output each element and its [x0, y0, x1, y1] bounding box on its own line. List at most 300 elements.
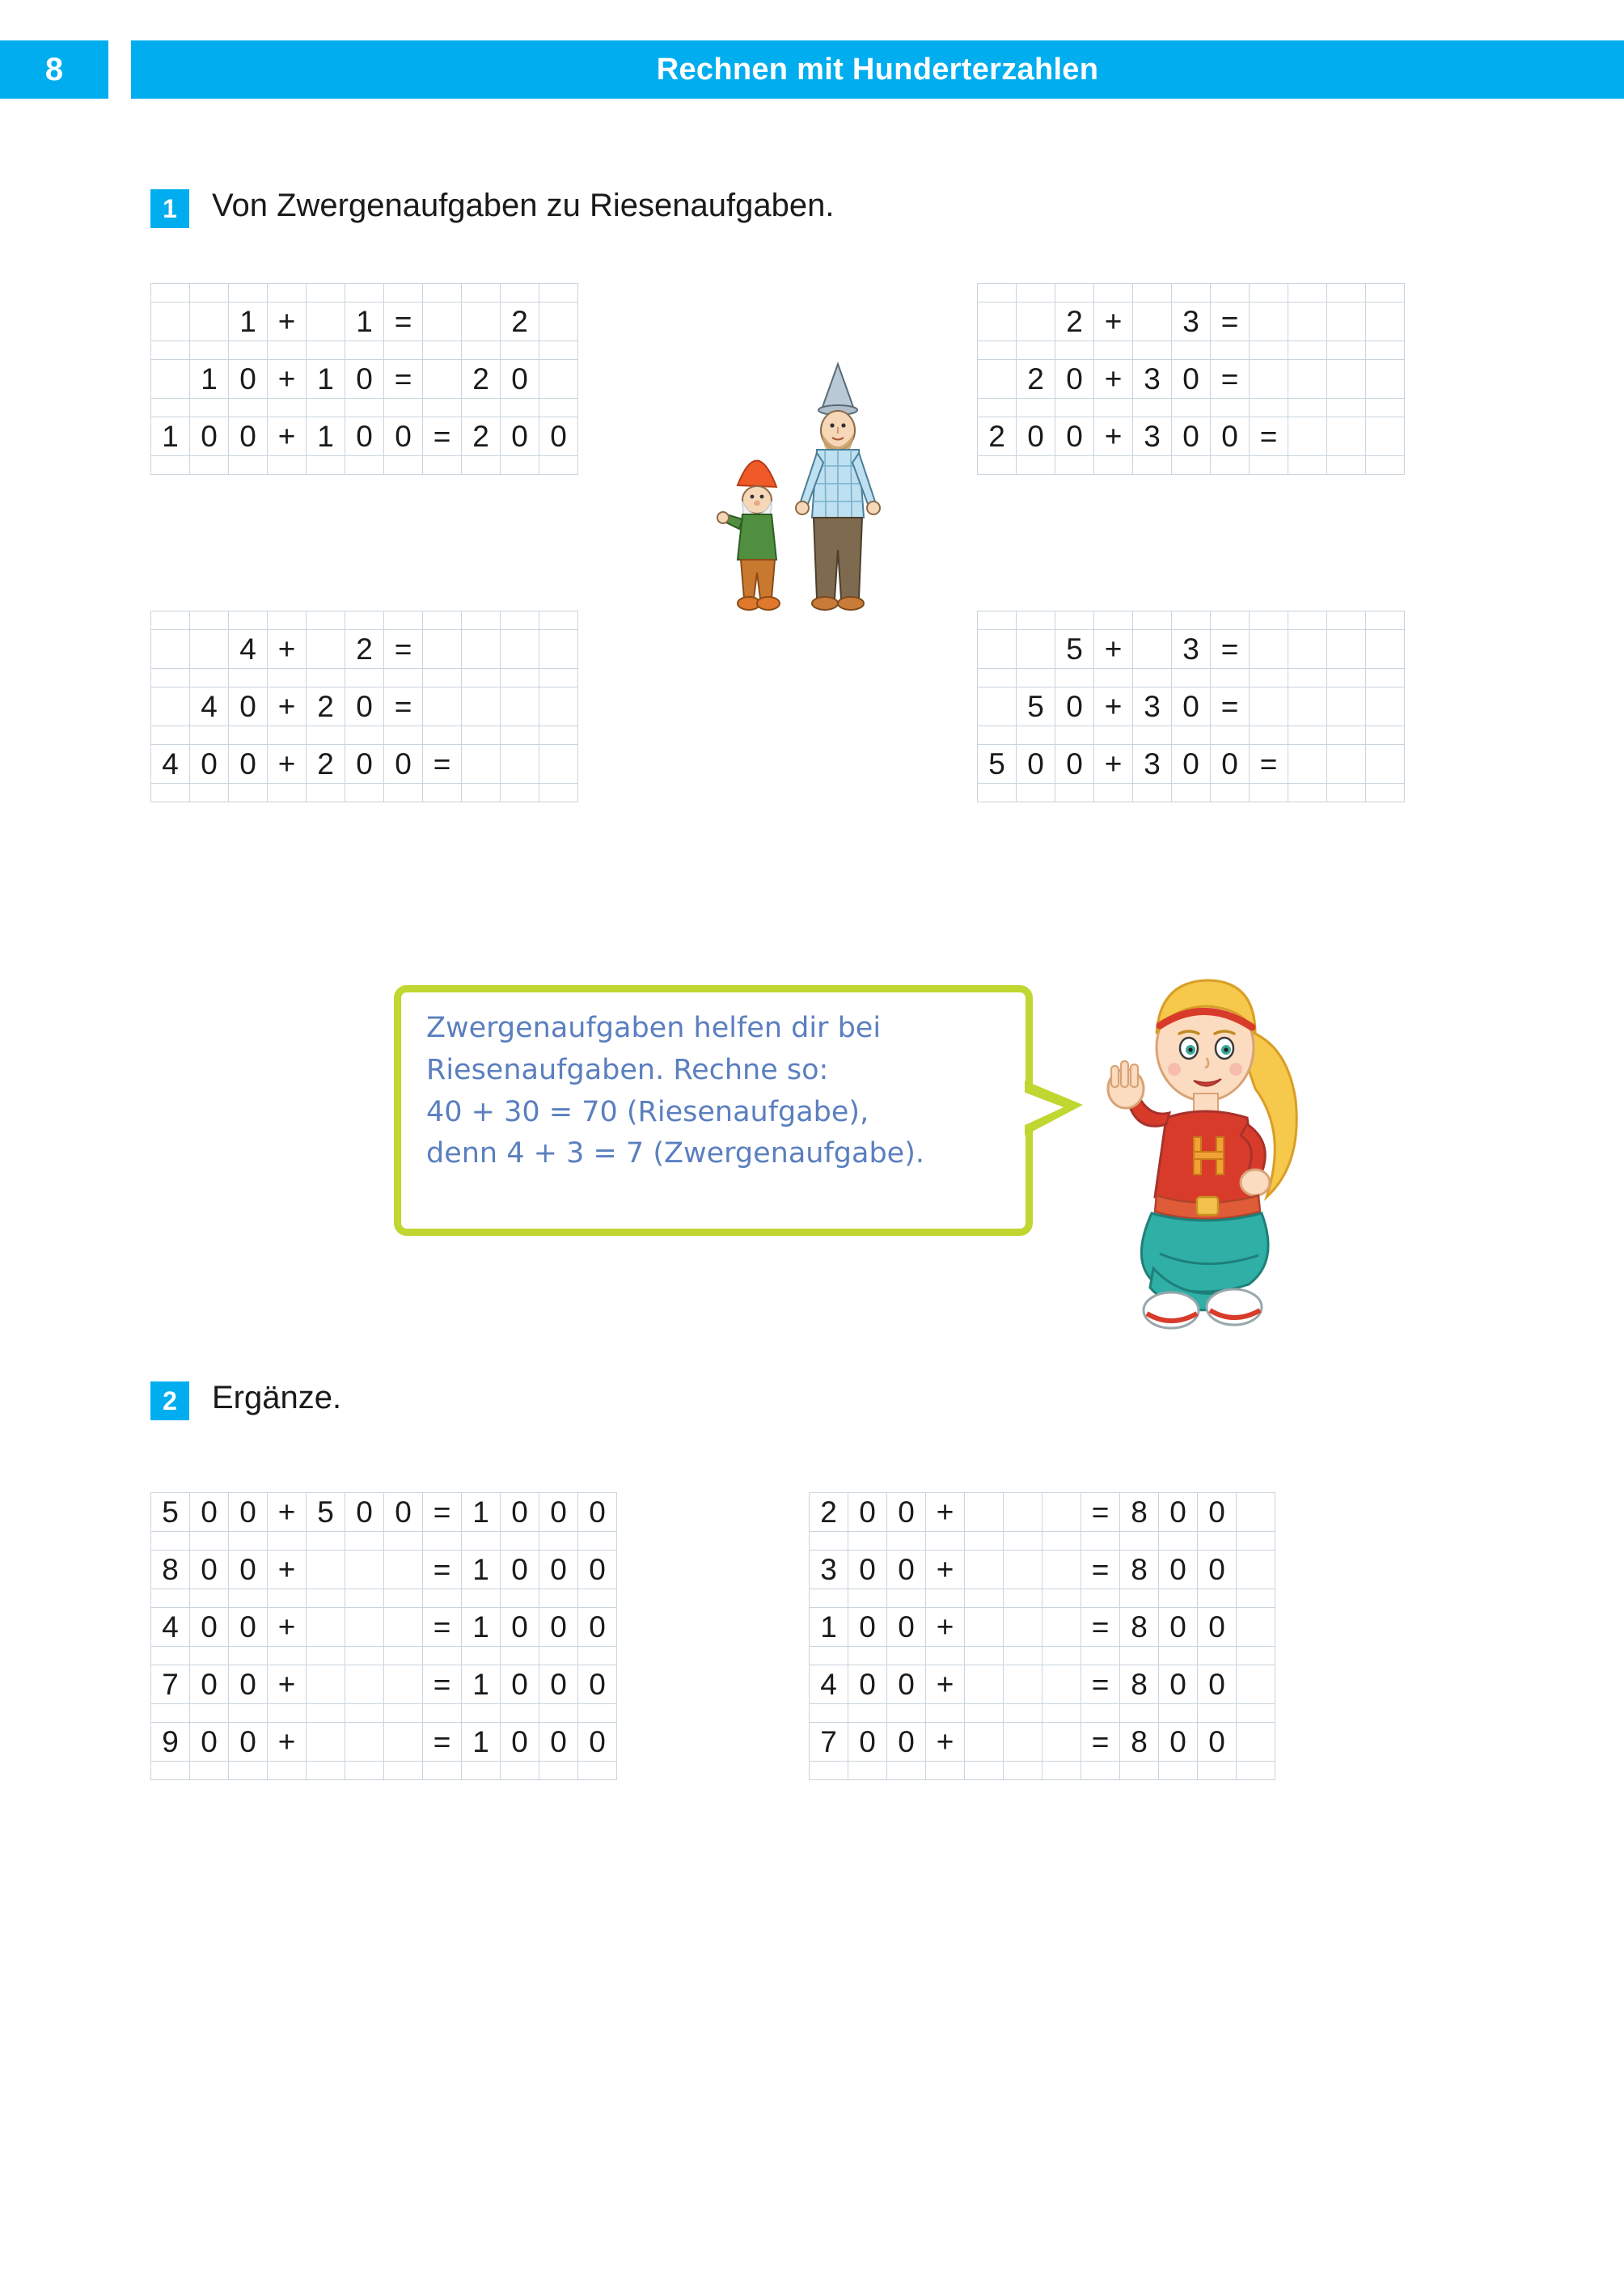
grid-cell-empty[interactable]: [384, 1665, 423, 1704]
grid-cell-empty[interactable]: [1327, 341, 1366, 360]
grid-cell-empty[interactable]: [978, 360, 1017, 399]
grid-cell-value[interactable]: 0: [578, 1665, 617, 1704]
grid-cell-empty[interactable]: [229, 611, 268, 630]
grid-cell-value[interactable]: =: [1211, 302, 1250, 341]
grid-cell-empty[interactable]: [345, 1589, 384, 1608]
grid-cell-empty[interactable]: [1004, 1589, 1042, 1608]
grid-cell-empty[interactable]: [1250, 669, 1288, 687]
grid-cell-empty[interactable]: [268, 456, 307, 475]
grid-cell-empty[interactable]: [501, 726, 539, 745]
grid-cell-empty[interactable]: [501, 1762, 539, 1780]
grid-cell-empty[interactable]: [1159, 1532, 1198, 1551]
grid-cell-empty[interactable]: [345, 669, 384, 687]
grid-cell-value[interactable]: 4: [810, 1665, 848, 1704]
grid-cell-value[interactable]: 0: [1172, 687, 1211, 726]
grid-cell-empty[interactable]: [539, 669, 578, 687]
grid-cell-value[interactable]: 0: [1198, 1608, 1237, 1647]
grid-cell-empty[interactable]: [1017, 611, 1055, 630]
grid-cell-empty[interactable]: [229, 1589, 268, 1608]
grid-cell-empty[interactable]: [268, 726, 307, 745]
grid-cell-empty[interactable]: [384, 284, 423, 302]
grid-cell-empty[interactable]: [1159, 1589, 1198, 1608]
grid-cell-value[interactable]: 0: [1211, 745, 1250, 784]
grid-cell-value[interactable]: 8: [1120, 1493, 1159, 1532]
grid-cell-value[interactable]: =: [1081, 1493, 1120, 1532]
grid-cell-value[interactable]: 1: [345, 302, 384, 341]
grid-cell-empty[interactable]: [1288, 360, 1327, 399]
grid-cell-empty[interactable]: [1366, 687, 1405, 726]
grid-cell-empty[interactable]: [501, 611, 539, 630]
grid-cell-empty[interactable]: [539, 687, 578, 726]
grid-cell-empty[interactable]: [1120, 1704, 1159, 1723]
grid-cell-empty[interactable]: [423, 1704, 462, 1723]
grid-cell-empty[interactable]: [384, 1551, 423, 1589]
grid-cell-value[interactable]: 0: [501, 1493, 539, 1532]
grid-cell-empty[interactable]: [1366, 630, 1405, 669]
grid-cell-value[interactable]: 0: [539, 1665, 578, 1704]
grid-cell-empty[interactable]: [1366, 284, 1405, 302]
grid-cell-empty[interactable]: [307, 611, 345, 630]
grid-cell-value[interactable]: 8: [1120, 1608, 1159, 1647]
grid-cell-value[interactable]: =: [384, 687, 423, 726]
grid-cell-empty[interactable]: [501, 1647, 539, 1665]
grid-cell-empty[interactable]: [887, 1704, 926, 1723]
grid-cell-value[interactable]: 3: [1133, 360, 1172, 399]
grid-cell-empty[interactable]: [151, 784, 190, 802]
grid-cell-empty[interactable]: [190, 341, 229, 360]
grid-cell-empty[interactable]: [1250, 456, 1288, 475]
grid-cell-empty[interactable]: [268, 611, 307, 630]
grid-cell-empty[interactable]: [345, 1762, 384, 1780]
grid-cell-empty[interactable]: [539, 726, 578, 745]
grid-cell-empty[interactable]: [810, 1589, 848, 1608]
grid-cell-empty[interactable]: [1094, 456, 1133, 475]
table-ex1-bottom-left[interactable]: [150, 611, 578, 802]
grid-cell-empty[interactable]: [578, 1647, 617, 1665]
grid-cell-value[interactable]: 0: [190, 1493, 229, 1532]
grid-cell-empty[interactable]: [1288, 417, 1327, 456]
grid-cell-empty[interactable]: [151, 726, 190, 745]
grid-cell-empty[interactable]: [1366, 399, 1405, 417]
grid-cell-empty[interactable]: [501, 745, 539, 784]
grid-cell-empty[interactable]: [462, 726, 501, 745]
grid-cell-empty[interactable]: [501, 1704, 539, 1723]
grid-cell-empty[interactable]: [151, 456, 190, 475]
grid-cell-value[interactable]: 8: [1120, 1665, 1159, 1704]
grid-cell-value[interactable]: 0: [190, 1551, 229, 1589]
grid-cell-empty[interactable]: [423, 726, 462, 745]
grid-cell-empty[interactable]: [384, 1532, 423, 1551]
grid-cell-empty[interactable]: [1042, 1762, 1081, 1780]
grid-cell-value[interactable]: +: [268, 417, 307, 456]
grid-cell-value[interactable]: 5: [151, 1493, 190, 1532]
grid-cell-empty[interactable]: [307, 726, 345, 745]
grid-cell-value[interactable]: +: [268, 302, 307, 341]
grid-cell-answer[interactable]: 0: [539, 417, 578, 456]
grid-cell-value[interactable]: 8: [1120, 1551, 1159, 1589]
grid-cell-empty[interactable]: [1159, 1647, 1198, 1665]
grid-cell-empty[interactable]: [423, 784, 462, 802]
grid-cell-empty[interactable]: [384, 1608, 423, 1647]
grid-cell-value[interactable]: 0: [539, 1723, 578, 1762]
grid-cell-empty[interactable]: [810, 1532, 848, 1551]
grid-cell-empty[interactable]: [1133, 284, 1172, 302]
grid-cell-value[interactable]: 0: [848, 1551, 887, 1589]
grid-cell-empty[interactable]: [268, 1589, 307, 1608]
grid-cell-value[interactable]: =: [423, 1665, 462, 1704]
grid-cell-empty[interactable]: [307, 1647, 345, 1665]
grid-cell-empty[interactable]: [307, 399, 345, 417]
grid-cell-value[interactable]: 0: [1198, 1665, 1237, 1704]
grid-cell-empty[interactable]: [1237, 1551, 1275, 1589]
grid-cell-empty[interactable]: [1133, 784, 1172, 802]
grid-cell-value[interactable]: 3: [810, 1551, 848, 1589]
grid-cell-value[interactable]: 2: [307, 745, 345, 784]
grid-cell-value[interactable]: 0: [1198, 1493, 1237, 1532]
grid-cell-value[interactable]: =: [1081, 1665, 1120, 1704]
grid-cell-value[interactable]: 1: [462, 1665, 501, 1704]
grid-cell-value[interactable]: 0: [229, 1608, 268, 1647]
grid-cell-empty[interactable]: [1237, 1762, 1275, 1780]
grid-cell-empty[interactable]: [978, 399, 1017, 417]
grid-cell-empty[interactable]: [462, 1589, 501, 1608]
grid-cell-empty[interactable]: [1133, 302, 1172, 341]
grid-cell-empty[interactable]: [423, 360, 462, 399]
grid-cell-empty[interactable]: [1172, 611, 1211, 630]
grid-cell-value[interactable]: 0: [384, 745, 423, 784]
grid-cell-empty[interactable]: [229, 1532, 268, 1551]
grid-cell-value[interactable]: 0: [848, 1665, 887, 1704]
grid-cell-empty[interactable]: [1055, 784, 1094, 802]
grid-cell-empty[interactable]: [810, 1762, 848, 1780]
grid-cell-empty[interactable]: [1159, 1704, 1198, 1723]
grid-cell-empty[interactable]: [1017, 669, 1055, 687]
grid-cell-empty[interactable]: [307, 1532, 345, 1551]
grid-cell-empty[interactable]: [1042, 1647, 1081, 1665]
grid-cell-value[interactable]: 0: [229, 360, 268, 399]
grid-cell-value[interactable]: 2: [345, 630, 384, 669]
grid-cell-empty[interactable]: [965, 1665, 1004, 1704]
grid-cell-empty[interactable]: [1094, 284, 1133, 302]
grid-cell-empty[interactable]: [423, 302, 462, 341]
grid-cell-value[interactable]: +: [1094, 687, 1133, 726]
grid-cell-empty[interactable]: [1004, 1493, 1042, 1532]
grid-cell-empty[interactable]: [578, 1589, 617, 1608]
grid-cell-answer[interactable]: 0: [501, 417, 539, 456]
grid-cell-empty[interactable]: [345, 1551, 384, 1589]
grid-cell-empty[interactable]: [462, 1704, 501, 1723]
grid-cell-empty[interactable]: [423, 1762, 462, 1780]
grid-cell-empty[interactable]: [423, 399, 462, 417]
grid-cell-empty[interactable]: [1288, 341, 1327, 360]
grid-cell-value[interactable]: 0: [887, 1551, 926, 1589]
grid-cell-empty[interactable]: [926, 1704, 965, 1723]
grid-cell-empty[interactable]: [965, 1532, 1004, 1551]
grid-cell-empty[interactable]: [190, 302, 229, 341]
grid-cell-value[interactable]: 1: [462, 1551, 501, 1589]
grid-cell-value[interactable]: 0: [578, 1608, 617, 1647]
grid-cell-empty[interactable]: [268, 669, 307, 687]
grid-cell-empty[interactable]: [1288, 630, 1327, 669]
grid-cell-value[interactable]: =: [1081, 1608, 1120, 1647]
grid-cell-empty[interactable]: [151, 1704, 190, 1723]
grid-cell-value[interactable]: 3: [1172, 302, 1211, 341]
grid-cell-empty[interactable]: [1017, 784, 1055, 802]
grid-cell-value[interactable]: +: [926, 1723, 965, 1762]
grid-cell-empty[interactable]: [1366, 341, 1405, 360]
grid-cell-value[interactable]: 0: [1172, 417, 1211, 456]
grid-cell-empty[interactable]: [1327, 399, 1366, 417]
grid-cell-empty[interactable]: [978, 784, 1017, 802]
grid-cell-value[interactable]: =: [423, 1493, 462, 1532]
grid-cell-value[interactable]: =: [423, 417, 462, 456]
grid-cell-empty[interactable]: [1081, 1589, 1120, 1608]
grid-cell-value[interactable]: =: [1211, 630, 1250, 669]
grid-cell-empty[interactable]: [1237, 1665, 1275, 1704]
grid-cell-value[interactable]: 0: [887, 1493, 926, 1532]
grid-cell-empty[interactable]: [1237, 1608, 1275, 1647]
grid-cell-empty[interactable]: [1172, 284, 1211, 302]
grid-cell-value[interactable]: 0: [190, 1665, 229, 1704]
grid-cell-empty[interactable]: [229, 784, 268, 802]
grid-cell-empty[interactable]: [1237, 1493, 1275, 1532]
grid-cell-empty[interactable]: [307, 784, 345, 802]
grid-cell-value[interactable]: +: [268, 1551, 307, 1589]
grid-cell-value[interactable]: +: [268, 360, 307, 399]
grid-cell-empty[interactable]: [1004, 1762, 1042, 1780]
grid-cell-empty[interactable]: [1133, 726, 1172, 745]
grid-cell-empty[interactable]: [190, 1589, 229, 1608]
grid-cell-empty[interactable]: [307, 1665, 345, 1704]
grid-cell-empty[interactable]: [1055, 399, 1094, 417]
grid-cell-empty[interactable]: [1250, 284, 1288, 302]
grid-cell-answer[interactable]: 0: [384, 1493, 423, 1532]
grid-cell-empty[interactable]: [229, 1704, 268, 1723]
grid-cell-empty[interactable]: [1211, 341, 1250, 360]
grid-cell-empty[interactable]: [1004, 1704, 1042, 1723]
grid-cell-empty[interactable]: [1250, 726, 1288, 745]
grid-cell-empty[interactable]: [151, 611, 190, 630]
grid-cell-empty[interactable]: [190, 1647, 229, 1665]
grid-cell-value[interactable]: =: [423, 1551, 462, 1589]
grid-cell-value[interactable]: 0: [501, 1665, 539, 1704]
grid-cell-empty[interactable]: [1094, 669, 1133, 687]
grid-cell-empty[interactable]: [1250, 611, 1288, 630]
grid-cell-empty[interactable]: [1288, 687, 1327, 726]
grid-cell-empty[interactable]: [190, 669, 229, 687]
grid-cell-empty[interactable]: [1055, 284, 1094, 302]
table-ex2-left[interactable]: [150, 1492, 617, 1780]
grid-cell-empty[interactable]: [1366, 745, 1405, 784]
grid-cell-value[interactable]: 4: [151, 745, 190, 784]
grid-cell-value[interactable]: 2: [307, 687, 345, 726]
grid-cell-value[interactable]: 0: [1055, 417, 1094, 456]
grid-cell-value[interactable]: 1: [190, 360, 229, 399]
grid-cell-empty[interactable]: [539, 784, 578, 802]
grid-cell-empty[interactable]: [384, 1762, 423, 1780]
grid-cell-empty[interactable]: [1327, 630, 1366, 669]
grid-cell-empty[interactable]: [1366, 784, 1405, 802]
grid-cell-value[interactable]: 0: [1159, 1608, 1198, 1647]
grid-cell-empty[interactable]: [539, 1762, 578, 1780]
grid-cell-value[interactable]: 0: [887, 1608, 926, 1647]
grid-cell-value[interactable]: 0: [539, 1608, 578, 1647]
grid-cell-empty[interactable]: [926, 1532, 965, 1551]
grid-cell-empty[interactable]: [1237, 1723, 1275, 1762]
grid-cell-empty[interactable]: [1288, 399, 1327, 417]
grid-cell-value[interactable]: 0: [229, 687, 268, 726]
grid-cell-empty[interactable]: [462, 784, 501, 802]
grid-cell-empty[interactable]: [1327, 417, 1366, 456]
grid-cell-value[interactable]: =: [1081, 1723, 1120, 1762]
grid-cell-empty[interactable]: [1172, 669, 1211, 687]
grid-cell-value[interactable]: 0: [578, 1493, 617, 1532]
grid-cell-empty[interactable]: [462, 284, 501, 302]
grid-cell-empty[interactable]: [462, 456, 501, 475]
grid-cell-value[interactable]: 0: [384, 417, 423, 456]
grid-cell-empty[interactable]: [539, 611, 578, 630]
grid-cell-empty[interactable]: [578, 1762, 617, 1780]
grid-cell-empty[interactable]: [539, 360, 578, 399]
grid-cell-empty[interactable]: [190, 1704, 229, 1723]
grid-cell-empty[interactable]: [501, 630, 539, 669]
grid-cell-empty[interactable]: [151, 1532, 190, 1551]
grid-cell-empty[interactable]: [1327, 784, 1366, 802]
grid-cell-empty[interactable]: [848, 1532, 887, 1551]
grid-cell-empty[interactable]: [1017, 302, 1055, 341]
grid-cell-empty[interactable]: [1017, 630, 1055, 669]
grid-cell-value[interactable]: +: [268, 1608, 307, 1647]
grid-cell-empty[interactable]: [307, 630, 345, 669]
grid-cell-value[interactable]: 9: [151, 1723, 190, 1762]
grid-cell-value[interactable]: 2: [978, 417, 1017, 456]
grid-cell-empty[interactable]: [1366, 360, 1405, 399]
grid-cell-empty[interactable]: [1237, 1647, 1275, 1665]
grid-cell-value[interactable]: +: [268, 745, 307, 784]
grid-cell-empty[interactable]: [384, 341, 423, 360]
grid-cell-empty[interactable]: [1288, 611, 1327, 630]
grid-cell-empty[interactable]: [345, 399, 384, 417]
grid-cell-empty[interactable]: [1366, 417, 1405, 456]
grid-cell-empty[interactable]: [965, 1608, 1004, 1647]
grid-cell-empty[interactable]: [1172, 456, 1211, 475]
grid-cell-value[interactable]: =: [384, 302, 423, 341]
grid-cell-value[interactable]: 0: [501, 1723, 539, 1762]
grid-cell-value[interactable]: =: [1250, 417, 1288, 456]
grid-cell-empty[interactable]: [423, 687, 462, 726]
grid-cell-empty[interactable]: [384, 456, 423, 475]
grid-cell-empty[interactable]: [423, 1532, 462, 1551]
grid-cell-answer[interactable]: 0: [501, 360, 539, 399]
grid-cell-value[interactable]: 0: [1172, 360, 1211, 399]
grid-cell-empty[interactable]: [887, 1647, 926, 1665]
grid-cell-empty[interactable]: [1250, 630, 1288, 669]
grid-cell-empty[interactable]: [423, 630, 462, 669]
grid-cell-empty[interactable]: [268, 784, 307, 802]
grid-cell-empty[interactable]: [462, 341, 501, 360]
grid-cell-value[interactable]: 0: [501, 1551, 539, 1589]
grid-cell-value[interactable]: 1: [229, 302, 268, 341]
grid-cell-empty[interactable]: [1081, 1704, 1120, 1723]
grid-cell-empty[interactable]: [1366, 669, 1405, 687]
grid-cell-value[interactable]: 0: [1159, 1551, 1198, 1589]
grid-cell-value[interactable]: 0: [1198, 1723, 1237, 1762]
grid-cell-empty[interactable]: [190, 284, 229, 302]
grid-cell-empty[interactable]: [1198, 1647, 1237, 1665]
grid-cell-empty[interactable]: [926, 1589, 965, 1608]
grid-cell-value[interactable]: 0: [190, 1723, 229, 1762]
grid-cell-value[interactable]: 0: [190, 417, 229, 456]
grid-cell-empty[interactable]: [1288, 745, 1327, 784]
grid-cell-empty[interactable]: [501, 1532, 539, 1551]
grid-cell-value[interactable]: 2: [1055, 302, 1094, 341]
grid-cell-empty[interactable]: [462, 630, 501, 669]
grid-cell-value[interactable]: +: [926, 1608, 965, 1647]
grid-cell-empty[interactable]: [1055, 611, 1094, 630]
grid-cell-empty[interactable]: [229, 726, 268, 745]
grid-cell-value[interactable]: 0: [1017, 745, 1055, 784]
grid-cell-empty[interactable]: [578, 1532, 617, 1551]
grid-cell-empty[interactable]: [345, 1665, 384, 1704]
grid-cell-value[interactable]: =: [384, 360, 423, 399]
grid-cell-value[interactable]: +: [268, 1723, 307, 1762]
grid-cell-value[interactable]: 0: [229, 1493, 268, 1532]
grid-cell-empty[interactable]: [501, 687, 539, 726]
grid-cell-empty[interactable]: [1327, 302, 1366, 341]
grid-cell-empty[interactable]: [978, 456, 1017, 475]
grid-cell-value[interactable]: 8: [151, 1551, 190, 1589]
grid-cell-value[interactable]: 0: [1198, 1551, 1237, 1589]
grid-cell-empty[interactable]: [1120, 1762, 1159, 1780]
grid-cell-empty[interactable]: [539, 1704, 578, 1723]
grid-cell-empty[interactable]: [1250, 687, 1288, 726]
grid-cell-empty[interactable]: [462, 687, 501, 726]
grid-cell-value[interactable]: 0: [1055, 360, 1094, 399]
grid-cell-empty[interactable]: [1094, 399, 1133, 417]
grid-cell-empty[interactable]: [423, 284, 462, 302]
grid-cell-empty[interactable]: [1237, 1532, 1275, 1551]
grid-cell-empty[interactable]: [539, 1589, 578, 1608]
grid-cell-empty[interactable]: [307, 1551, 345, 1589]
grid-cell-value[interactable]: 0: [1159, 1493, 1198, 1532]
grid-cell-value[interactable]: 7: [151, 1665, 190, 1704]
grid-cell-empty[interactable]: [462, 611, 501, 630]
grid-cell-empty[interactable]: [268, 284, 307, 302]
grid-cell-empty[interactable]: [268, 1704, 307, 1723]
grid-cell-empty[interactable]: [190, 726, 229, 745]
grid-cell-value[interactable]: 0: [1055, 687, 1094, 726]
grid-cell-empty[interactable]: [1055, 669, 1094, 687]
grid-cell-empty[interactable]: [384, 611, 423, 630]
grid-cell-empty[interactable]: [307, 1704, 345, 1723]
grid-cell-empty[interactable]: [307, 284, 345, 302]
grid-cell-empty[interactable]: [345, 456, 384, 475]
grid-cell-value[interactable]: 0: [190, 745, 229, 784]
grid-cell-empty[interactable]: [190, 1532, 229, 1551]
grid-cell-value[interactable]: 0: [229, 1723, 268, 1762]
grid-cell-empty[interactable]: [345, 284, 384, 302]
grid-cell-empty[interactable]: [965, 1762, 1004, 1780]
grid-cell-empty[interactable]: [1366, 726, 1405, 745]
grid-cell-empty[interactable]: [151, 341, 190, 360]
grid-cell-empty[interactable]: [1042, 1665, 1081, 1704]
grid-cell-value[interactable]: 4: [229, 630, 268, 669]
grid-cell-empty[interactable]: [229, 1762, 268, 1780]
grid-cell-empty[interactable]: [1366, 456, 1405, 475]
grid-cell-empty[interactable]: [539, 1647, 578, 1665]
grid-cell-empty[interactable]: [1017, 284, 1055, 302]
grid-cell-value[interactable]: 0: [1159, 1723, 1198, 1762]
